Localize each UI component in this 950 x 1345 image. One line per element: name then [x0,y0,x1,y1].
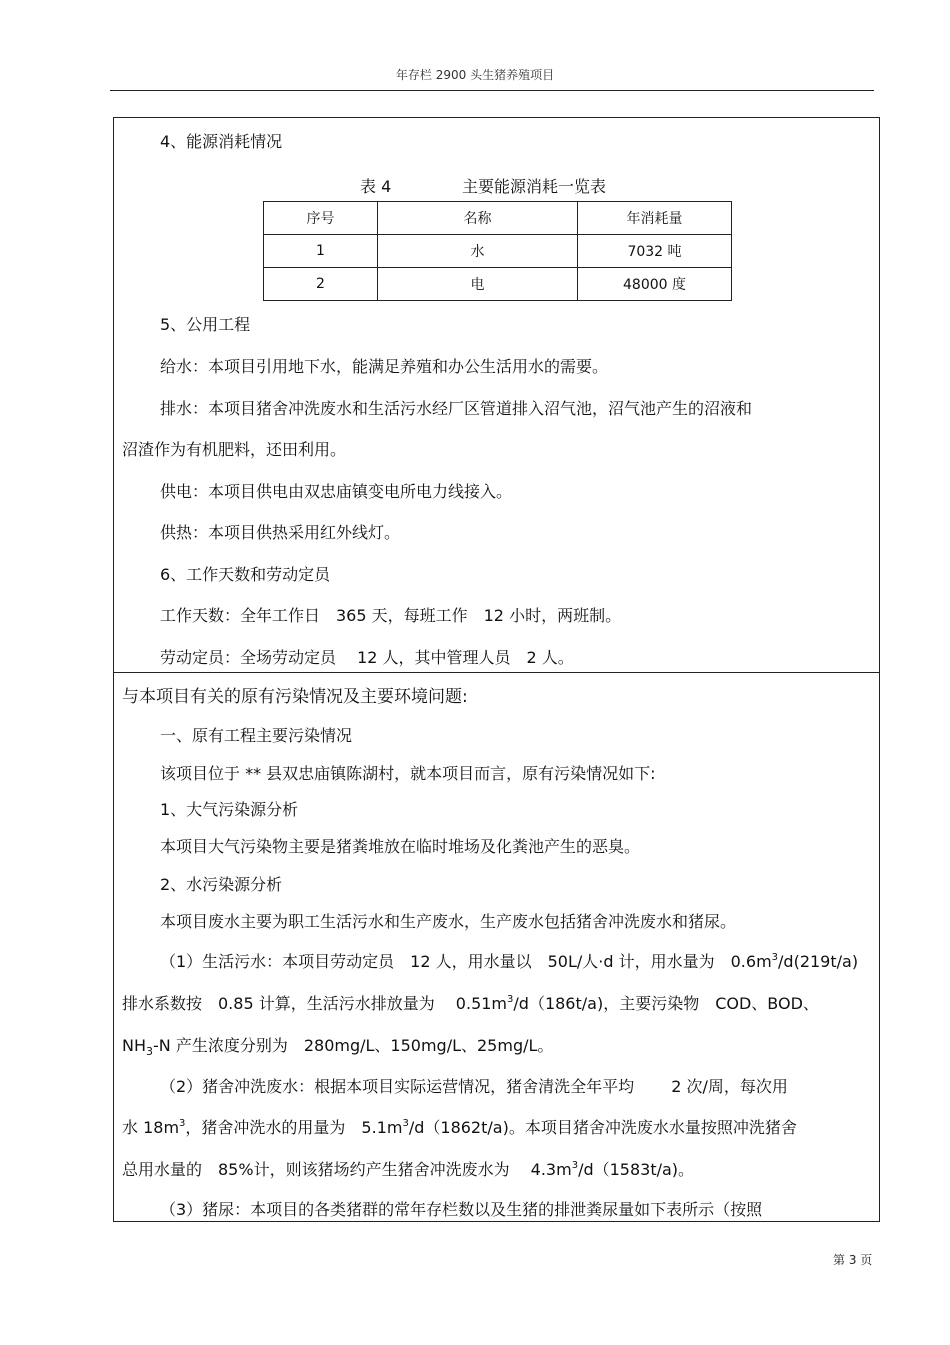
energy-table [263,201,732,301]
superscript: 3 [179,1118,186,1129]
text-run: 总用水量的 85%计，则该猪场约产生猪舍冲洗废水为 4.3m [122,1160,572,1179]
table-cell: 水 [378,235,578,268]
domestic-sewage-line3 [122,1036,553,1062]
page-header: 年存栏 2900 头生猪养殖项目 [395,68,555,82]
header-rule [110,90,874,91]
table-header-cell: 年消耗量 [578,202,732,235]
table-cell: 电 [378,268,578,301]
table-header-cell: 名称 [378,202,578,235]
table-row [264,235,732,268]
flushing-water-line1: （2）猪舍冲洗废水：根据本项目实际运营情况，猪舍清洗全年平均 2 次/周，每次用 [160,1077,788,1096]
wastewater-text: 本项目废水主要为职工生活污水和生产废水，生产废水包括猪舍冲洗废水和猪尿。 [160,912,737,931]
staff-text: 劳动定员：全场劳动定员 12 人，其中管理人员 2 人。 [160,648,574,667]
text-run: -N 产生浓度分别为 280mg/L、150mg/L、25mg/L。 [153,1036,554,1055]
heating-text: 供热：本项目供热采用红外线灯。 [160,523,401,542]
table-cell: 1 [264,235,378,268]
water-heading: 2、水污染源分析 [160,875,283,894]
table-caption-label: 表 4 [360,177,392,196]
table-cell: 2 [264,268,378,301]
drainage-text-line2: 沼渣作为有机肥料，还田利用。 [122,440,347,459]
location-text: 该项目位于 ** 县双忠庙镇陈湖村，就本项目而言，原有污染情况如下: [160,764,656,783]
section-box-pollution [113,672,880,1222]
flushing-water-line2 [122,1118,797,1138]
text-run: 排水系数按 0.85 计算，生活污水排放量为 0.51m [122,994,508,1013]
superscript: 3 [507,994,514,1005]
superscript: 3 [771,952,779,963]
table-header-cell: 序号 [264,202,378,235]
text-run: NH [122,1036,146,1055]
drainage-text-line1: 排水：本项目猪舍冲洗废水和生活污水经厂区管道排入沼气池，沼气池产生的沼液和 [160,399,753,418]
superscript: 3 [402,1118,409,1129]
table-caption-title: 主要能源消耗一览表 [462,177,607,196]
superscript: 3 [571,1160,579,1171]
table-cell: 48000 度 [578,268,732,301]
pollution-section-title: 与本项目有关的原有污染情况及主要环境问题: [122,687,468,707]
urine-line1: （3）猪尿：本项目的各类猪群的常年存栏数以及生猪的排泄粪尿量如下表所示（按照 [160,1200,763,1219]
subscript: 3 [146,1045,153,1059]
text-run: /d（1862t/a)。本项目猪舍冲洗废水水量按照冲洗猪舍 [408,1118,797,1137]
text-run: /d（186t/a)，主要污染物 COD、BOD、 [513,994,819,1013]
table-header-row [264,202,732,235]
air-heading: 1、大气污染源分析 [160,800,299,819]
flushing-water-line3 [122,1160,694,1180]
workdays-heading: 6、工作天数和劳动定员 [160,565,331,584]
workdays-text: 工作天数：全年工作日 365 天，每班工作 12 小时，两班制。 [160,606,622,625]
utility-heading: 5、公用工程 [160,315,251,334]
text-run: /d(219t/a) [778,952,859,971]
text-run: （1）生活污水：本项目劳动定员 12 人，用水量以 50L/人·d 计，用水量为 0.6m [160,952,772,971]
domestic-sewage-line1 [160,952,858,972]
text-run: 水 18m [122,1118,180,1137]
water-supply-text: 给水：本项目引用地下水，能满足养殖和办公生活用水的需要。 [160,357,609,376]
page-number: 第 3 页 [833,1253,873,1267]
text-run: ，猪舍冲洗水的用量为 5.1m [185,1118,403,1137]
table-cell: 7032 吨 [578,235,732,268]
energy-heading: 4、能源消耗情况 [160,132,283,151]
domestic-sewage-line2 [122,994,819,1014]
pollution-subheading: 一、原有工程主要污染情况 [160,726,353,745]
air-text: 本项目大气污染物主要是猪粪堆放在临时堆场及化粪池产生的恶臭。 [160,837,641,856]
text-run: /d（1583t/a)。 [578,1160,695,1179]
power-text: 供电：本项目供电由双忠庙镇变电所电力线接入。 [160,482,513,501]
table-row [264,268,732,301]
